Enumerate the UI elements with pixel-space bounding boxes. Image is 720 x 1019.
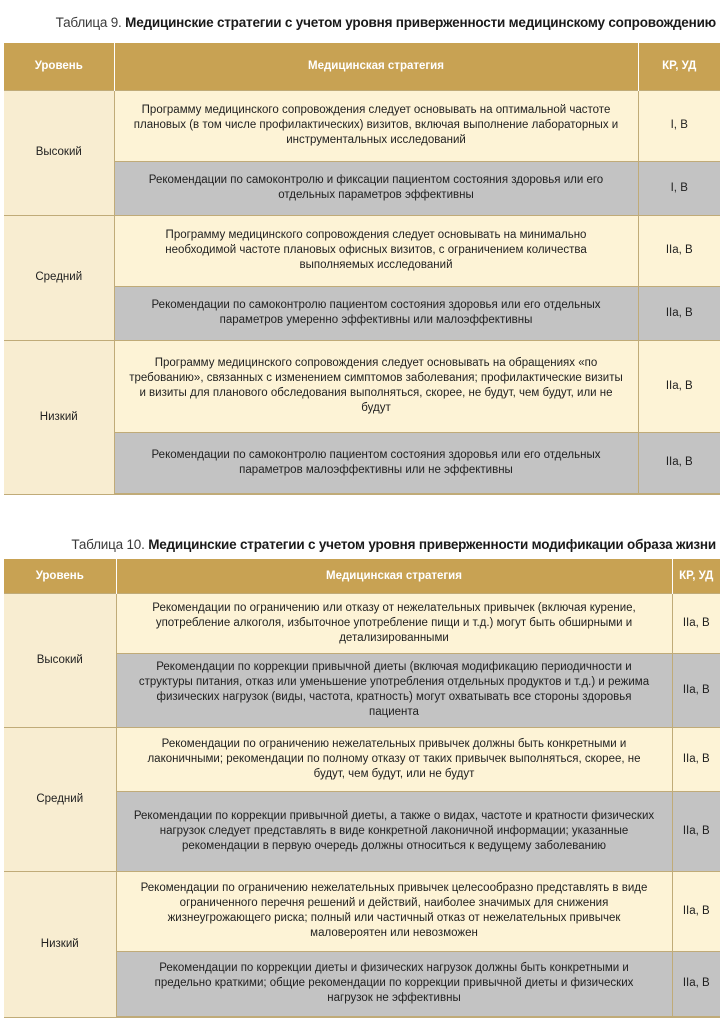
header-rec: КР, УД <box>672 559 720 593</box>
level-cell: Средний <box>4 215 114 340</box>
table-row <box>4 215 720 286</box>
strategy-cell: Программу медицинского сопровождения следует основывать на минимально необходимой частоте плановых офисных визитов, с ограничением количества выполняемых исследований <box>114 215 638 286</box>
header-strategy: Медицинская стратегия <box>114 43 638 90</box>
table-9-caption-title: Медицинские стратегии с учетом уровня приверженности медицинскому сопровождению <box>125 15 716 30</box>
table-10-header-row <box>4 559 720 593</box>
rec-cell: IIa, B <box>672 727 720 791</box>
table-10 <box>4 559 720 1018</box>
strategy-cell: Программу медицинского сопровождения следует основывать на оптимальной частоте плановых (в том числе профилактических) визитов, включая выполнение лабораторных и инструментальных исследований <box>114 90 638 161</box>
level-cell: Низкий <box>4 871 116 1017</box>
level-cell: Высокий <box>4 90 114 215</box>
strategy-cell: Рекомендации по коррекции привычной диеты, а также о видах, частоте и кратности физических нагрузок следует представлять в виде конкретной лаконичной информации; указанные рекомендации в первую очередь должны относиться к ведущему заболеванию <box>116 791 672 871</box>
header-level: Уровень <box>4 43 114 90</box>
strategy-cell: Рекомендации по самоконтролю пациентом состояния здоровья или его отдельных параметров малоэффективны или не эффективны <box>114 432 638 494</box>
rec-cell: IIa, B <box>672 871 720 951</box>
level-cell: Низкий <box>4 340 114 494</box>
strategy-cell: Рекомендации по ограничению нежелательных привычек целесообразно представлять в виде ограниченного перечня решений и действий, наиболее значимых для снижения жизнеугрожающего риска; полный или частичный отказ от нежелательных привычек маловероятен или невозможен <box>116 871 672 951</box>
rec-cell: IIa, B <box>638 215 720 286</box>
rec-cell: I, B <box>638 161 720 215</box>
rec-cell: IIa, B <box>672 653 720 727</box>
table-row <box>4 593 720 653</box>
level-cell: Средний <box>4 727 116 871</box>
rec-cell: IIa, B <box>672 791 720 871</box>
header-strategy: Медицинская стратегия <box>116 559 672 593</box>
table-row <box>4 727 720 791</box>
table-9 <box>4 43 720 495</box>
table-9-caption <box>56 15 716 31</box>
strategy-cell: Рекомендации по коррекции диеты и физических нагрузок должны быть конкретными и предельно краткими; общие рекомендации по коррекции привычной диеты и физических нагрузок не эффективны <box>116 951 672 1017</box>
table-10-caption <box>71 537 716 553</box>
table-9-caption-label: Таблица 9. <box>55 15 122 30</box>
strategy-cell: Рекомендации по самоконтролю пациентом состояния здоровья или его отдельных параметров умеренно эффективны или малоэффективны <box>114 286 638 340</box>
table-row <box>4 90 720 161</box>
rec-cell: IIa, B <box>672 593 720 653</box>
rec-cell: IIa, B <box>672 951 720 1017</box>
strategy-cell: Рекомендации по коррекции привычной диеты (включая модификацию периодичности и структуры питания, отказ или уменьшение употребления отдельных продуктов и т.д.) и режима физических нагрузок (виды, частота, кратность) могут охватывать все стороны здоровья пациента <box>116 653 672 727</box>
table-10-caption-title: Медицинские стратегии с учетом уровня приверженности модификации образа жизни <box>148 537 716 552</box>
table-10-caption-label: Таблица 10. <box>71 537 145 552</box>
rec-cell: IIa, B <box>638 286 720 340</box>
rec-cell: IIa, B <box>638 340 720 432</box>
table-row <box>4 871 720 951</box>
rec-cell: I, B <box>638 90 720 161</box>
header-level: Уровень <box>4 559 116 593</box>
strategy-cell: Рекомендации по ограничению или отказу от нежелательных привычек (включая курение, употребление алкоголя, избыточное употребление пищи и т.д.) могут быть обширными и детализированными <box>116 593 672 653</box>
header-rec: КР, УД <box>638 43 720 90</box>
strategy-cell: Рекомендации по ограничению нежелательных привычек должны быть конкретными и лаконичными; рекомендации по полному отказу от таких привычек выполняться, скорее, не будут, чем будут, или не будут <box>116 727 672 791</box>
table-row <box>4 340 720 432</box>
table-9-header-row <box>4 43 720 90</box>
level-cell: Высокий <box>4 593 116 727</box>
strategy-cell: Программу медицинского сопровождения следует основывать на обращениях «по требованию», связанных с изменением симптомов заболевания; профилактические визиты и визиты для планового обследования выполняться, скорее, не будут, чем будут, или не будут <box>114 340 638 432</box>
rec-cell: IIa, B <box>638 432 720 494</box>
strategy-cell: Рекомендации по самоконтролю и фиксации пациентом состояния здоровья или его отдельных параметров эффективны <box>114 161 638 215</box>
